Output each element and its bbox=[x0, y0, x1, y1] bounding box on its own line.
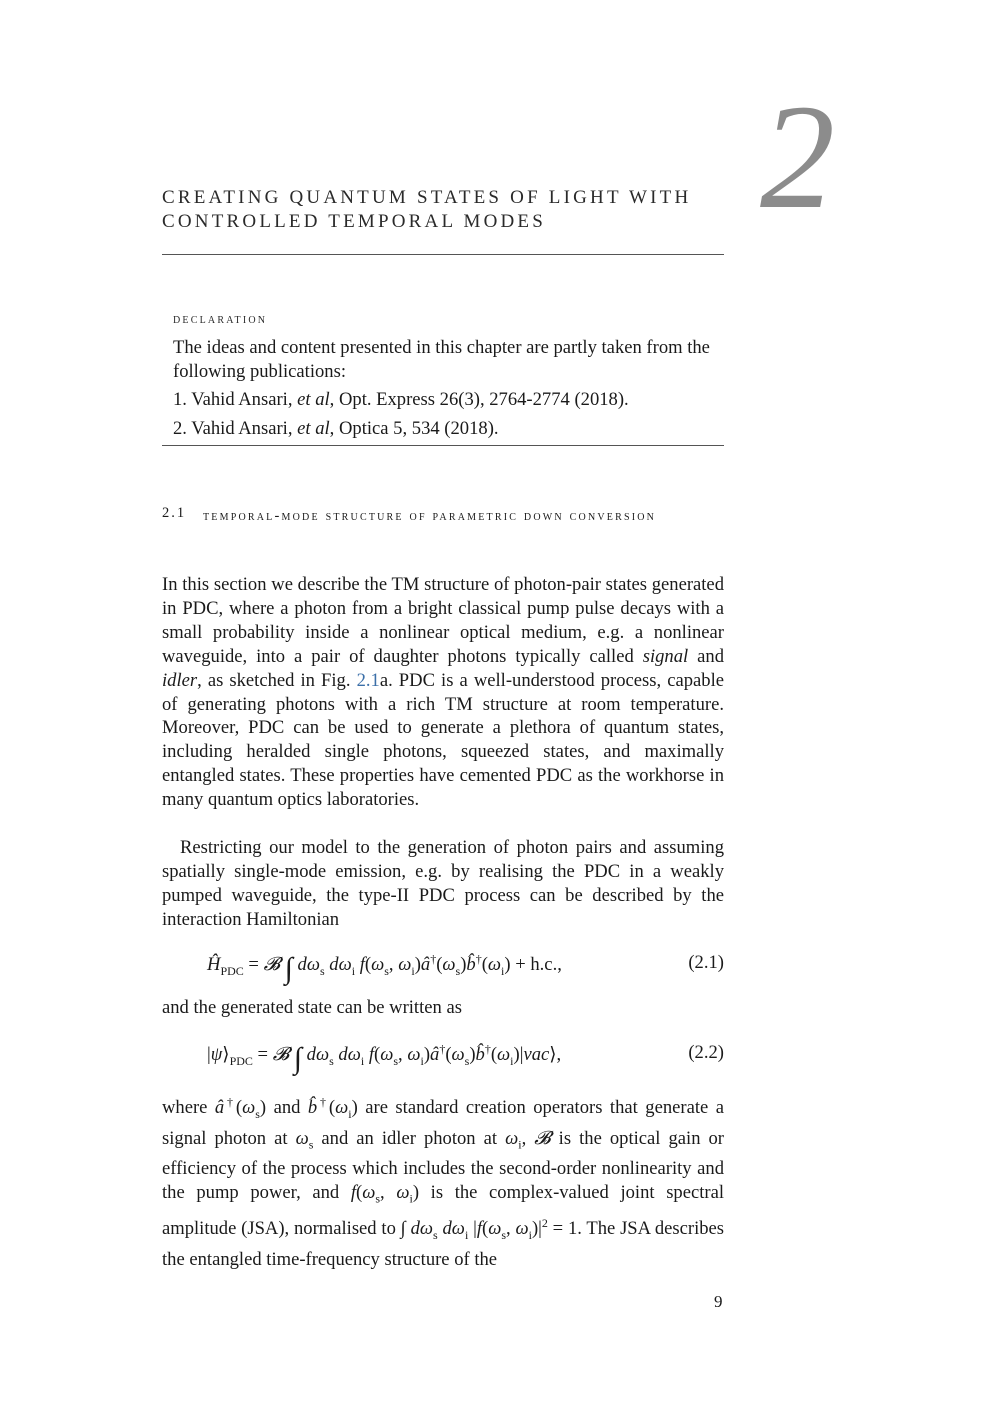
equation-number: (2.2) bbox=[688, 1042, 724, 1063]
equation-2-1: $Ĥ_{PDC}$ = 𝓑 ∫ $d\omega_s$ $d\omega_i$ $f(\omega_s$, $\omega_i)â^\dagger(\omega_s)b̂^\dagger(\omega_i) + h.c$., (2.1) bbox=[207, 952, 724, 986]
publication-1: 1. Vahid Ansari, et al, Opt. Express 26(3), 2764-2774 (2018). bbox=[173, 389, 629, 410]
body-paragraph-2: Restricting our model to the generation of photon pairs and assuming spatially single-mode emission, e.g. by realising the PDC in a weakly pumped waveguide, the type-II PDC process can be described by the interaction Hamiltonian bbox=[162, 837, 724, 930]
equation-2-2: $|\psi⟩_{PDC}$ = 𝓑 ∫ $d\omega_s$ $d\omega_i$ $f(\omega_s$, $\omega_i)â^\dagger(\omega_s)b̂^\dagger(\omega_i)|vac⟩$, (2.2) bbox=[207, 1042, 724, 1076]
declaration-text: The ideas and content presented in this chapter are partly taken from the following publications: bbox=[173, 337, 710, 382]
chapter-title bbox=[162, 186, 722, 234]
equation-number: (2.1) bbox=[688, 952, 724, 973]
body-paragraph-4: where $â^\dagger(\omega_s)$ and $b̂^\dagger(\omega_i)$ are standard creation operators that generate a signal photon at $\omega_s$ and an idler photon at $\omega_i$, 𝓑 is the optical gain or efficiency of the process which includes the second-order nonlinearity and the pump power, and $f(\omega_s$, $\omega_i$) is the complex-valued joint spectral amplitude (JSA), normalised to ∫ $d\omega_s$ $d\omega_i$ $|f(\omega_s$, $\omega_i)|^2 = 1$. The JSA describes the entangled time-frequency structure of the bbox=[162, 1095, 725, 1270]
section-title: temporal-mode structure of parametric down conversion bbox=[203, 508, 657, 524]
chapter-divider bbox=[162, 254, 724, 255]
page-number: 9 bbox=[714, 1292, 723, 1311]
chapter-number: 2 bbox=[760, 74, 835, 240]
body-paragraph-3: and the generated state can be written as bbox=[162, 997, 462, 1018]
chapter-title-line1: CREATING QUANTUM STATES OF LIGHT WITH bbox=[162, 187, 692, 208]
publication-2: 2. Vahid Ansari, et al, Optica 5, 534 (2018). bbox=[173, 418, 499, 439]
declaration-divider bbox=[162, 445, 724, 446]
figure-reference-link[interactable]: 2.1 bbox=[356, 669, 380, 691]
chapter-title-line2: CONTROLLED TEMPORAL MODES bbox=[162, 211, 547, 232]
section-number: 2.1 bbox=[162, 505, 187, 521]
declaration-heading: declaration bbox=[173, 311, 268, 327]
body-paragraph-1: In this section we describe the TM structure of photon-pair states generated in PDC, where a photon from a bright classical pump pulse decays with a small probability inside a nonlinear optical medium, e.g. a nonlinear waveguide, into a pair of daughter photons typically called signal and idler, as sketched in Fig. 2.1a. PDC is a well-understood process, capable of generating photons with a rich TM structure at room temperature. Moreover, PDC can be used to generate a plethora of quantum states, including heralded single photons, squeezed states, and maximally entangled states. These properties have cemented PDC as the workhorse in many quantum optics laboratories. bbox=[162, 574, 725, 811]
